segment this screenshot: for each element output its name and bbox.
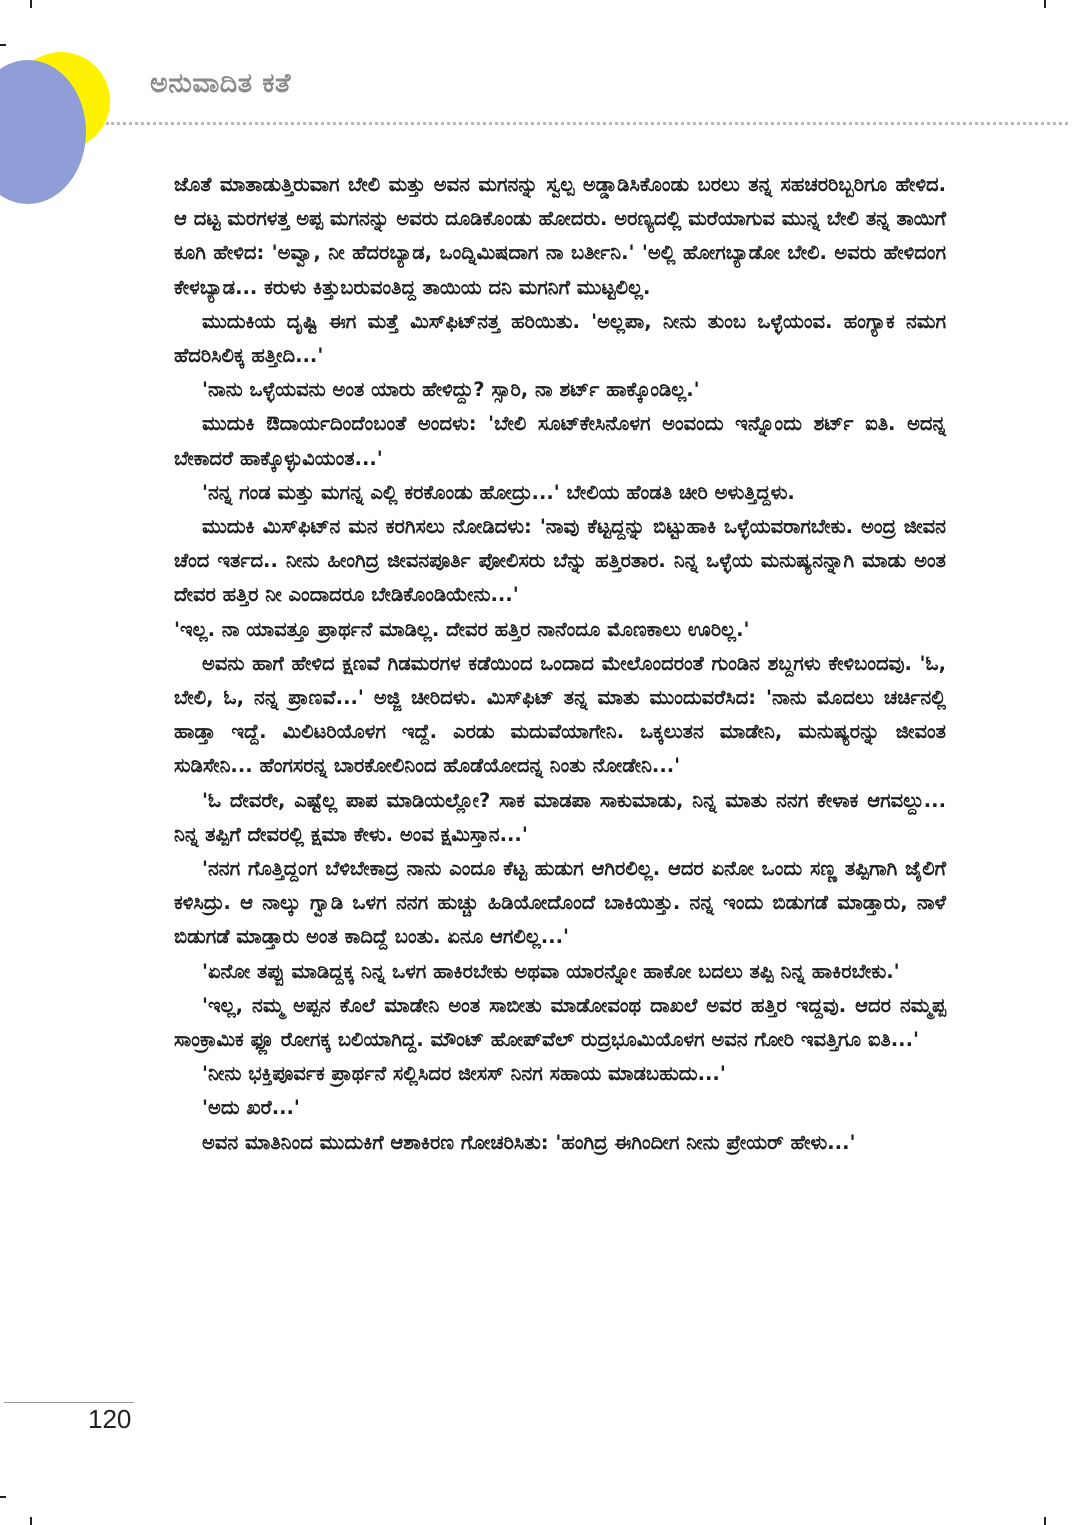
paragraph: 'ನನಗ ಗೊತ್ತಿದ್ದಂಗ ಬೆಳಿಬೇಕಾದ್ರ ನಾನು ಎಂದೂ ಕೆಟ್ಟ ಹುಡುಗ ಆಗಿರಲಿಲ್ಲ. ಆದರ ಏನೋ ಒಂದು ಸಣ್ಣ ತಪ್ಪಿಗಾಗಿ ಜೈಲಿಗೆ ಕಳಿಸಿದ್ರು. ಆ ನಾಲ್ಕು ಗ್ವಾಡಿ ಒಳಗ ನನಗ ಹುಚ್ಚು ಹಿಡಿಯೋದೊಂದೆ ಬಾಕಿಯಿತ್ತು. ನನ್ನ ಇಂದು ಬಿಡುಗಡೆ ಮಾಡ್ತಾರು, ನಾಳೆ ಬಿಡುಗಡೆ ಮಾಡ್ತಾರು ಅಂತ ಕಾದಿದ್ದೆ ಬಂತು. ಏನೂ ಆಗಲಿಲ್ಲ...' [174,857,946,949]
crop-mark-bottom-left [30,1517,32,1525]
paragraph: 'ನಾನು ಒಳ್ಳೆಯವನು ಅಂತ ಯಾರು ಹೇಳಿದ್ದು? ಸ್ಸಾರಿ, ನಾ ಶರ್ಟ್ ಹಾಕ್ಕೊಂಡಿಲ್ಲ.' [202,378,700,402]
paragraph: ಮುದುಕಿಯ ದೃಷ್ಟಿ ಈಗ ಮತ್ತೆ ಮಿಸ್‌ಫಿಟ್‌ನತ್ತ ಹರಿಯಿತು. 'ಅಲ್ಲಪಾ, ನೀನು ತುಂಬ ಒಳ್ಳೆಯಂವ. ಹಂಗ್ಯಾಕ ನಮಗ ಹೆದರಿಸಿಲಿಕ್ಕ ಹತ್ತೀದಿ...' [174,309,946,368]
story-body [174,168,946,1160]
paragraph: ಮುದುಕಿ ಔದಾರ್ಯದಿಂದೆಂಬಂತೆ ಅಂದಳು: 'ಬೇಲಿ ಸೂಟ್‌ಕೇಸಿನೊಳಗ ಅಂವಂದು ಇನ್ನೊಂದು ಶರ್ಟ್ ಐತಿ. ಅದನ್ನ ಬೇಕಾದರೆ ಹಾಕ್ಕೊಳ್ಳುವಿಯಂತ...' [174,412,946,470]
paragraph: 'ಇಲ್ಲ, ನಮ್ಮ ಅಪ್ಪನ ಕೊಲೆ ಮಾಡೇನಿ ಅಂತ ಸಾಬೀತು ಮಾಡೋವಂಥ ದಾಖಲೆ ಅವರ ಹತ್ತಿರ ಇದ್ದವು. ಆದರ ನಮ್ಮಪ್ಪ ಸಾಂಕ್ರಾಮಿಕ ಫ್ಲೂ ರೋಗಕ್ಕ ಬಲಿಯಾಗಿದ್ದ. ಮೌಂಟ್ ಹೋಪ್‌ವೆಲ್ ರುದ್ರಭೂಮಿಯೊಳಗ ಅವನ ಗೋರಿ ಇವತ್ತಿಗೂ ಐತಿ...' [174,993,946,1052]
paragraph: 'ಏನೋ ತಪ್ಪು ಮಾಡಿದ್ದಕ್ಕ ನಿನ್ನ ಒಳಗ ಹಾಕಿರಬೇಕು ಅಥವಾ ಯಾರನ್ನೋ ಹಾಕೋ ಬದಲು ತಪ್ಪಿ ನಿನ್ನ ಹಾಕಿರಬೇಕು.' [202,959,900,983]
header-dotted-divider [106,122,1068,125]
footer-rule [4,1402,134,1403]
paragraph: ಅವನು ಹಾಗೆ ಹೇಳಿದ ಕ್ಷಣವೆ ಗಿಡಮರಗಳ ಕಡೆಯಿಂದ ಒಂದಾದ ಮೇಲೊಂದರಂತೆ ಗುಂಡಿನ ಶಬ್ದಗಳು ಕೇಳಿಬಂದವು. 'ಓ, ಬೇಲಿ, ಓ, ನನ್ನ ಪ್ರಾಣವೆ...' ಅಜ್ಜಿ ಚೀರಿದಳು. ಮಿಸ್‌ಫಿಟ್ ತನ್ನ ಮಾತು ಮುಂದುವರೆಸಿದ: 'ನಾನು ಮೊದಲು ಚರ್ಚಿನಲ್ಲಿ ಹಾಡ್ತಾ ಇದ್ದೆ. ಮಿಲಿಟರಿಯೊಳಗ ಇದ್ದೆ. ಎರಡು ಮದುವೆಯಾಗೇನಿ. ಒಕ್ಕಲುತನ ಮಾಡೇನಿ, ಮನುಷ್ಯರನ್ನು ಜೀವಂತ ಸುಡಿಸೇನಿ... ಹೆಂಗಸರನ್ನ ಬಾರಕೋಲಿನಿಂದ ಹೊಡೆಯೋದನ್ನ ನಿಂತು ನೋಡೇನಿ...' [174,651,946,778]
crop-mark-top-left [30,0,32,8]
section-title: ಅನುವಾದಿತ ಕತೆ [150,68,291,99]
paragraph: ಅವನ ಮಾತಿನಿಂದ ಮುದುಕಿಗೆ ಆಶಾಕಿರಣ ಗೋಚರಿಸಿತು: 'ಹಂಗಿದ್ರ ಈಗಿಂದೀಗ ನೀನು ಪ್ರೇಯರ್ ಹೇಳು...' [202,1130,856,1154]
paragraph: 'ಓ ದೇವರೇ, ಎಷ್ಟೆಲ್ಲ ಪಾಪ ಮಾಡಿಯಲ್ಲೋ? ಸಾಕ ಮಾಡಪಾ ಸಾಕುಮಾಡು, ನಿನ್ನ ಮಾತು ನನಗ ಕೇಳಾಕ ಆಗವಲ್ದು... ನಿನ್ನ ತಪ್ಪಿಗೆ ದೇವರಲ್ಲಿ ಕ್ಷಮಾ ಕೇಳು. ಅಂವ ಕ್ಷಮಿಸ್ತಾನ...' [174,788,946,846]
paragraph: 'ಇಲ್ಲ. ನಾ ಯಾವತ್ತೂ ಪ್ರಾರ್ಥನೆ ಮಾಡಿಲ್ಲ. ದೇವರ ಹತ್ತಿರ ನಾನೆಂದೂ ಮೊಣಕಾಲು ಊರಿಲ್ಲ.' [174,617,750,641]
page-number: 120 [88,1404,132,1434]
crop-mark-left-lower [0,1496,6,1498]
paragraph: ಮುದುಕಿ ಮಿಸ್‌ಫಿಟ್‌ನ ಮನ ಕರಗಿಸಲು ನೋಡಿದಳು: 'ನಾವು ಕೆಟ್ಟದ್ದನ್ನು ಬಿಟ್ಟುಹಾಕಿ ಒಳ್ಳೆಯವರಾಗಬೇಕು. ಅಂದ್ರ ಜೀವನ ಚೆಂದ ಇರ್ತದ.. ನೀನು ಹೀಂಗಿದ್ರ ಜೀವನಪೂರ್ತಿ ಪೋಲಿಸರು ಬೆನ್ನು ಹತ್ತಿರತಾರ. ನಿನ್ನ ಒಳ್ಳೆಯ ಮನುಷ್ಯನನ್ನಾಗಿ ಮಾಡು ಅಂತ ದೇವರ ಹತ್ತಿರ ನೀ ಎಂದಾದರೂ ಬೇಡಿಕೊಂಡಿಯೇನು...' [174,515,946,607]
paragraph: 'ನೀನು ಭಕ್ತಿಪೂರ್ವಕ ಪ್ರಾರ್ಥನೆ ಸಲ್ಲಿಸಿದರ ಜೀಸಸ್ ನಿನಗ ಸಹಾಯ ಮಾಡಬಹುದು...' [202,1062,726,1086]
paragraph: 'ಅದು ಖರೆ...' [202,1096,300,1120]
crop-mark-bottom-right [1044,1517,1046,1525]
crop-mark-left-upper [0,44,6,46]
paragraph: ಜೊತೆ ಮಾತಾಡುತ್ತಿರುವಾಗ ಬೇಲಿ ಮತ್ತು ಅವನ ಮಗನನ್ನು ಸ್ವಲ್ಪ ಅಡ್ಡಾಡಿಸಿಕೊಂಡು ಬರಲು ತನ್ನ ಸಹಚರರಿಬ್ಬರಿಗೂ ಹೇಳಿದ. ಆ ದಟ್ಟ ಮರಗಳತ್ತ ಅಪ್ಪ ಮಗನನ್ನು ಅವರು ದೂಡಿಕೊಂಡು ಹೋದರು. ಅರಣ್ಯದಲ್ಲಿ ಮರೆಯಾಗುವ ಮುನ್ನ ಬೇಲಿ ತನ್ನ ತಾಯಿಗೆ ಕೂಗಿ ಹೇಳಿದ: 'ಅವ್ವಾ, ನೀ ಹೆದರಬ್ಯಾಡ, ಒಂದ್ನಿಮಿಷದಾಗ ನಾ ಬರ್ತೀನಿ.' 'ಅಲ್ಲಿ ಹೋಗಬ್ಯಾಡೋ ಬೇಲಿ. ಅವರು ಹೇಳಿದಂಗ ಕೇಳಬ್ಯಾಡ... ಕರುಳು ಕಿತ್ತುಬರುವಂತಿದ್ದ ತಾಯಿಯ ದನಿ ಮಗನಿಗೆ ಮುಟ್ಟಲಿಲ್ಲ. [174,173,946,299]
crop-mark-top-right [1044,0,1046,8]
paragraph: 'ನನ್ನ ಗಂಡ ಮತ್ತು ಮಗನ್ನ ಎಲ್ಲಿ ಕರಕೊಂಡು ಹೋದ್ರು...' ಬೇಲಿಯ ಹೆಂಡತಿ ಚೀರಿ ಅಳುತ್ತಿದ್ದಳು. [202,480,795,504]
